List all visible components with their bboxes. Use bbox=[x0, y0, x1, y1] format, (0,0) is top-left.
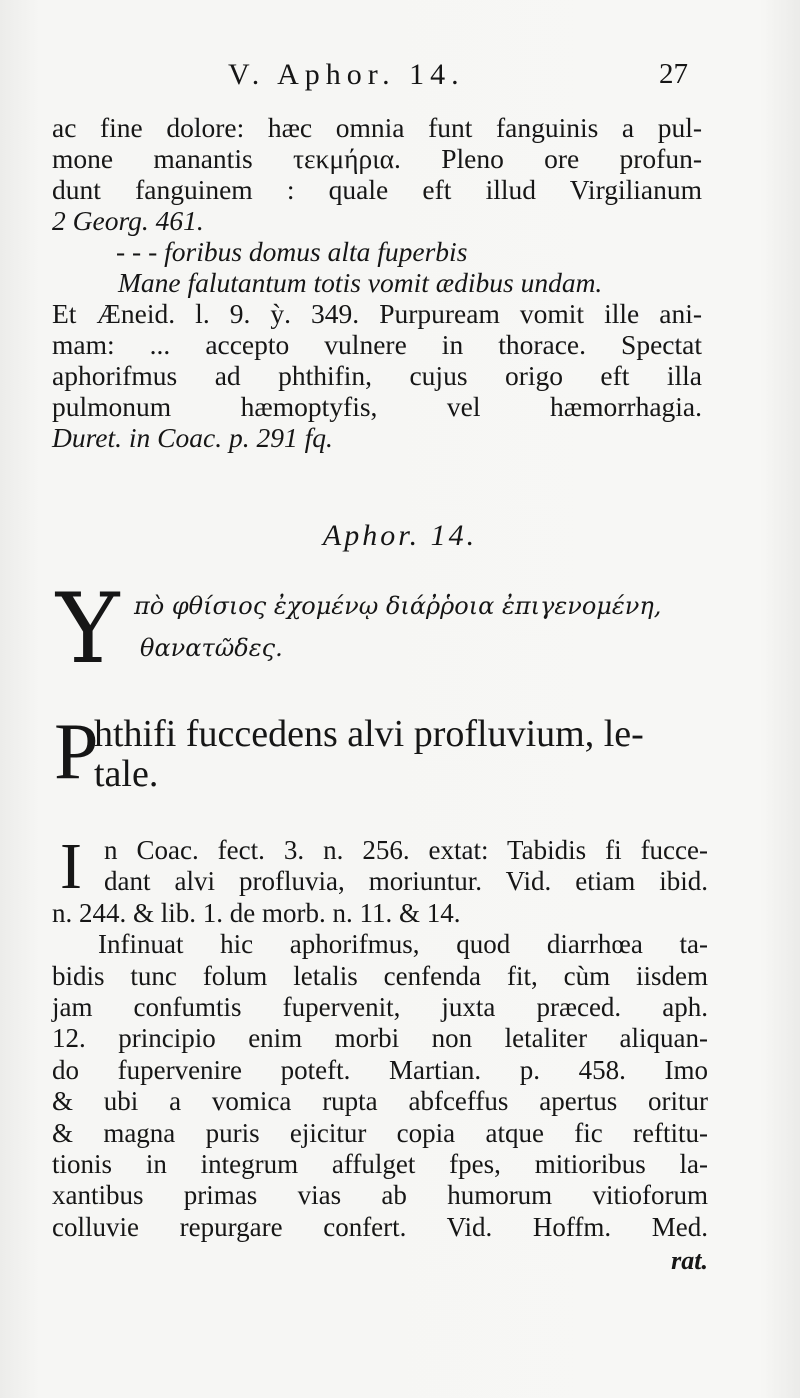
running-head: V. Aphor. 14. bbox=[228, 58, 465, 91]
text-line: xantibus primas vias ab humorum vitioforum bbox=[52, 1180, 708, 1211]
text-line: Infinuat hic aphorifmus, quod diarrhœa ta- bbox=[98, 929, 708, 960]
text-line: & magna puris ejicitur copia atque fic reftitu- bbox=[52, 1117, 708, 1148]
text-line: jam confumtis fupervenit, juxta præced. aph. bbox=[52, 991, 708, 1022]
text-line: bidis tunc folum letalis cenfenda fit, cùm iisdem bbox=[52, 960, 708, 991]
verse-line: - - - foribus domus alta fuperbis bbox=[116, 236, 468, 267]
aphorism-heading: Aphor. 14. bbox=[322, 519, 478, 552]
greek-line: πὸ φθίσιος ἐχομένῳ διάῤῥοια ἐπιγενομένη, bbox=[134, 592, 662, 620]
commentary-top bbox=[52, 112, 702, 453]
text-line: aphorifmus ad phthifin, cujus origo eft illa bbox=[52, 360, 702, 391]
text-line: Et Æneid. l. 9. ỳ. 349. Purpuream vomit ille ani- bbox=[52, 298, 702, 329]
text-line: & ubi a vomica rupta abfceffus apertus oritur bbox=[52, 1086, 708, 1117]
text-line: dant alvi profluvia, moriuntur. Vid. etiam ibid. bbox=[104, 866, 708, 897]
text-line: do fupervenire poteft. Martian. p. 458. Imo bbox=[52, 1054, 708, 1085]
text-line: dunt fanguinem : quale eft illud Virgilianum bbox=[52, 174, 702, 205]
text-line: mone manantis τεκμήρια. Pleno ore profun- bbox=[52, 143, 702, 174]
commentary-bottom bbox=[52, 830, 708, 1243]
text-line: n. 244. & lib. 1. de morb. n. 11. & 14. bbox=[52, 897, 461, 928]
text-line: n Coac. fect. 3. n. 256. extat: Tabidis fi fucce- bbox=[104, 835, 708, 865]
text-line: Duret. in Coac. p. 291 fq. bbox=[52, 422, 333, 453]
greek-line: θανατῶδες. bbox=[140, 634, 283, 662]
verse-line: Mane falutantum totis vomit ædibus undam. bbox=[118, 267, 603, 298]
text-line: colluvie repurgare confert. Vid. Hoffm. Med. bbox=[52, 1211, 708, 1242]
text-line: 2 Georg. 461. bbox=[52, 205, 204, 236]
text-line: pulmonum hæmoptyfis, vel hæmorrhagia. bbox=[52, 391, 702, 422]
latin-line: hthifi fuccedens alvi profluvium, le- bbox=[94, 713, 644, 755]
greek-initial: Υ bbox=[56, 573, 120, 685]
text-line: mam: ... accepto vulnere in thorace. Spectat bbox=[52, 329, 702, 360]
page-number: 27 bbox=[659, 58, 688, 90]
text-line: tionis in integrum affulget fpes, mitioribus la- bbox=[52, 1148, 708, 1179]
text-line: ac fine dolore: hæc omnia funt fanguinis a pul- bbox=[52, 112, 702, 143]
page-header bbox=[228, 58, 688, 98]
catchword: rat. bbox=[671, 1246, 708, 1275]
latin-initial: P bbox=[54, 708, 99, 796]
text-line: 12. principio enim morbi non letaliter aliquan- bbox=[52, 1023, 708, 1054]
commentary-initial: I bbox=[60, 830, 82, 903]
latin-line: tale. bbox=[94, 753, 159, 795]
